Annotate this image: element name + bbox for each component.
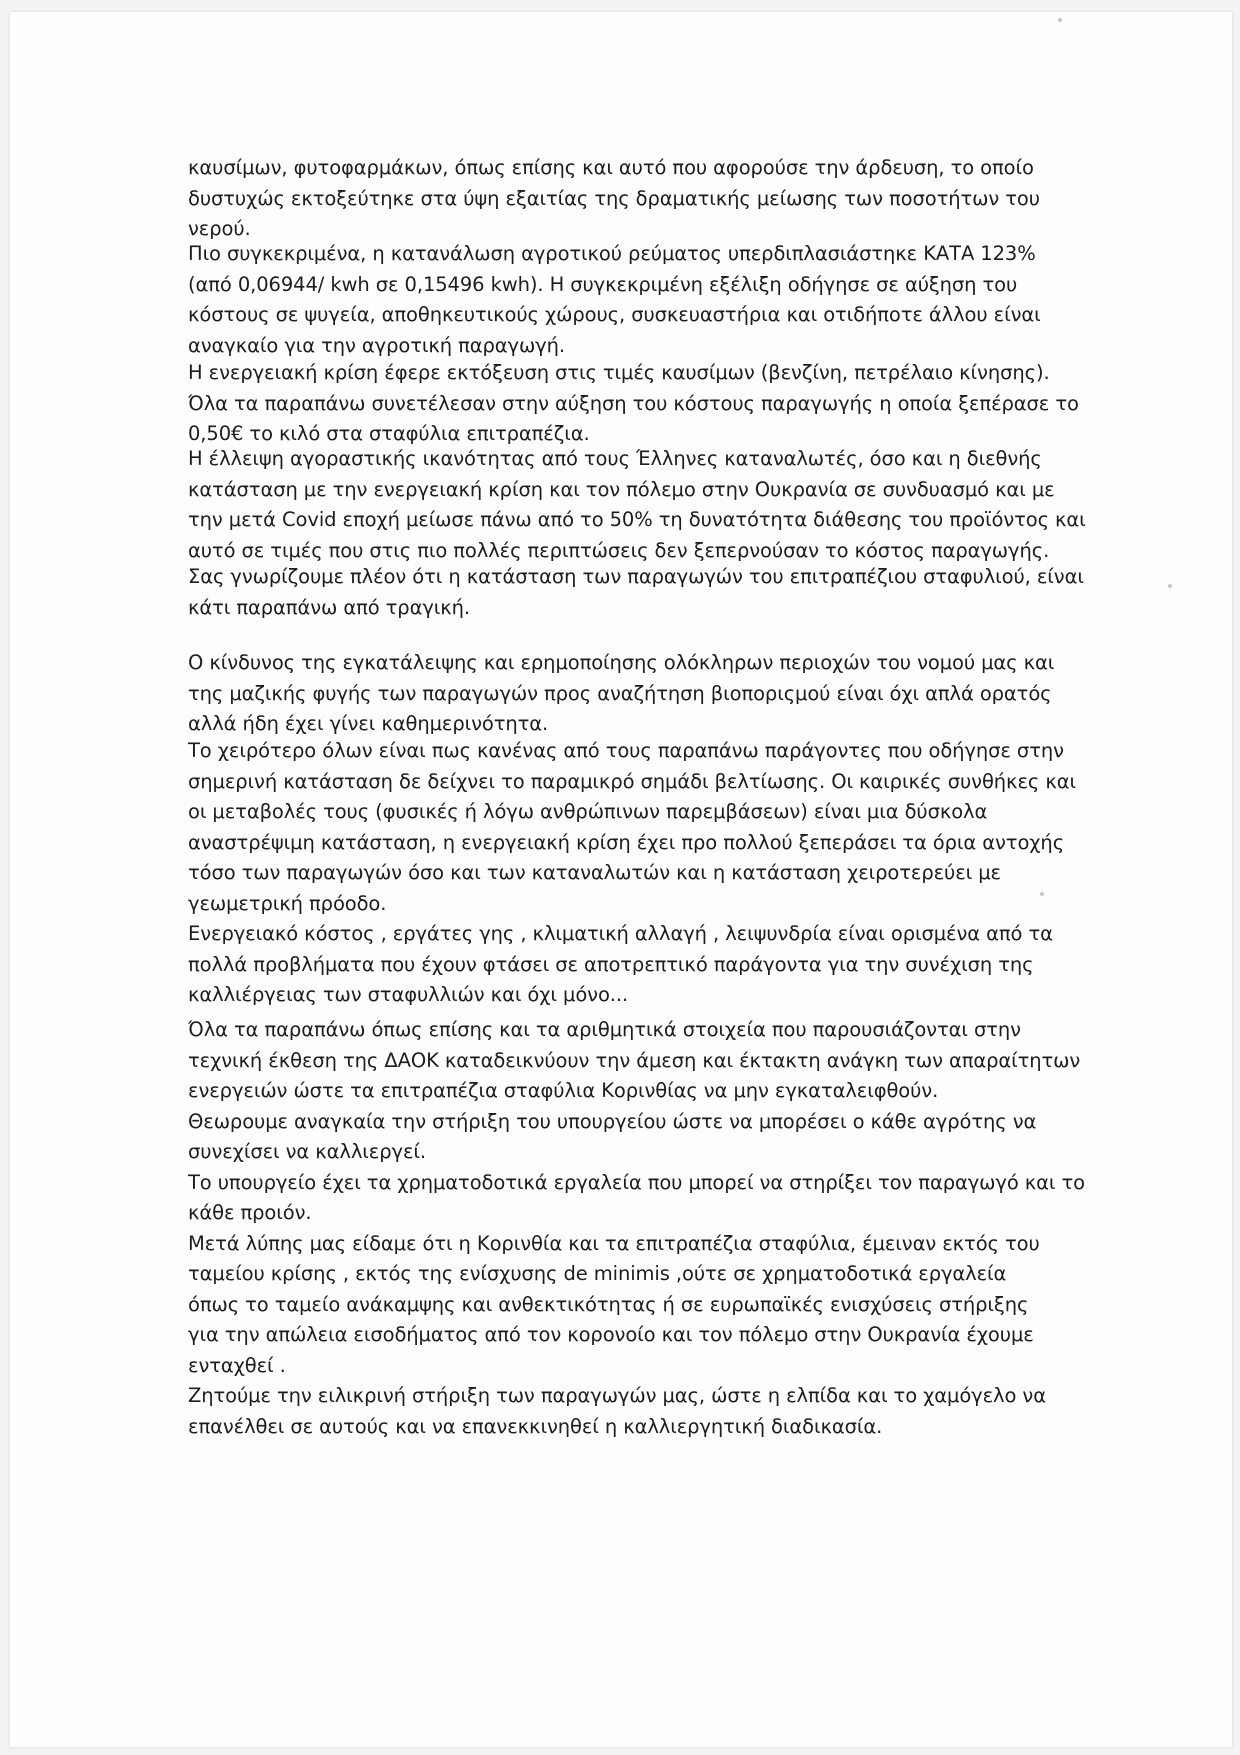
text-line: δυστυχώς εκτοξεύτηκε στα ύψη εξαιτίας της δραματικής μείωσης των ποσοτήτων του: [188, 186, 1040, 210]
text-line: αυτό σε τιμές που στις πιο πολλές περιπτώσεις δεν ξεπερνούσαν το κόστος παραγωγής.: [188, 538, 1050, 562]
text-line: Σας γνωρίζουμε πλέον ότι η κατάσταση των παραγωγών του επιτραπέζιου σταφυλιού, είναι: [188, 565, 1084, 588]
text-line: γεωμετρική πρόοδο.: [188, 891, 387, 915]
text-line: κάτι παραπάνω από τραγική.: [188, 595, 471, 619]
text-line: Πιο συγκεκριμένα, η κατανάλωση αγροτικού ρεύματος υπερδιπλασιάστηκε ΚΑΤΑ 123%: [188, 242, 1036, 265]
paragraph: [188, 444, 1086, 566]
text-line: αναγκαίο για την αγροτική παραγωγή.: [188, 333, 565, 357]
text-line: κατάσταση με την ενεργειακή κρίση και τον πόλεμο στην Ουκρανία σε συνδυασμό και με: [188, 477, 1055, 501]
text-line: για την απώλεια εισοδήματος από τον κορονοίο και τον πόλεμο στην Ουκρανία έχουμε: [188, 1323, 1034, 1346]
text-line: Η ενεργειακή κρίση έφερε εκτόξευση στις τιμές καυσίμων (βενζίνη, πετρέλαιο κίνησης).: [188, 361, 1050, 384]
text-line: συνεχίσει να καλλιεργεί.: [188, 1140, 426, 1163]
text-line: αναστρέψιμη κατάσταση, η ενεργειακή κρίση έχει προ πολλού ξεπεράσει τα όρια αντοχής: [188, 830, 1065, 854]
text-line: την μετά Covid εποχή μείωσε πάνω από το 50% τη δυνατότητα διάθεσης του προϊόντος και: [188, 508, 1086, 531]
text-line: κάθε προιόν.: [188, 1201, 312, 1224]
text-line: σημερινή κατάσταση δε δείχνει το παραμικρό σημάδι βελτίωσης. Οι καιρικές συνθήκες και: [188, 769, 1076, 793]
text-line: Όλα τα παραπάνω όπως επίσης και τα αριθμητικά στοιχεία που παρουσιάζονται στην: [188, 1018, 1021, 1041]
text-line: Ζητούμε την ειλικρινή στήριξη των παραγωγών μας, ώστε η ελπίδα και το χαμόγελο να: [188, 1384, 1046, 1407]
text-line: πολλά προβλήματα που έχουν φτάσει σε αποτρεπτικό παράγοντα για την συνέχιση της: [188, 952, 1034, 976]
paragraph: [188, 153, 1040, 245]
text-line: καλλιέργειας των σταφυλλιών και όχι μόνο...: [188, 983, 629, 1006]
text-line: οι μεταβολές τους (φυσικές ή λόγω ανθρώπινων παρεμβάσεων) είναι μια δύσκολα: [188, 800, 988, 823]
scan-speck: [1168, 584, 1172, 588]
text-line: Θεωρουμε αναγκαία την στήριξη του υπουργείου ώστε να μπορέσει ο κάθε αγρότης να: [188, 1109, 1037, 1133]
text-line: νερού.: [188, 217, 251, 240]
text-line: (από 0,06944/ kwh σε 0,15496 kwh). Η συγκεκριμένη εξέλιξη οδήγησε σε αύξηση του: [188, 272, 1018, 296]
text-line: Η έλλειψη αγοραστικής ικανότητας από τους Έλληνες καταναλωτές, όσο και η διεθνής: [188, 447, 1042, 470]
text-line: ενταχθεί .: [188, 1353, 286, 1377]
text-line: καυσίμων, φυτοφαρμάκων, όπως επίσης και αυτό που αφορούσε την άρδευση, το οποίο: [188, 156, 1034, 179]
paragraph: [188, 358, 1079, 450]
text-line: Μετά λύπης μας είδαμε ότι η Κορινθία και τα επιτραπέζια σταφύλια, έμειναν εκτός του: [188, 1231, 1040, 1255]
text-line: τόσο των παραγωγών όσο και των καταναλωτών και η κατάσταση χειροτερεύει με: [188, 861, 1002, 884]
paragraph: [188, 239, 1041, 361]
paragraph: [188, 736, 1076, 1011]
text-line: Το χειρότερο όλων είναι πως κανένας από τους παραπάνω παράγοντες που οδήγησε στην: [188, 739, 1064, 762]
paragraph: [188, 562, 1084, 623]
text-line: κόστους σε ψυγεία, αποθηκευτικούς χώρους, συσκευαστήρια και οτιδήποτε άλλου είναι: [188, 303, 1041, 326]
text-line: ταμείου κρίσης , εκτός της ενίσχυσης de minimis ,ούτε σε χρηματοδοτικά εργαλεία: [188, 1262, 1007, 1285]
text-line: Το υπουργείο έχει τα χρηματοδοτικά εργαλεία που μπορεί να στηρίξει τον παραγωγό και το: [188, 1170, 1085, 1194]
text-line: Όλα τα παραπάνω συνετέλεσαν στην αύξηση του κόστους παραγωγής η οποία ξεπέρασε το: [188, 391, 1079, 415]
text-line: τεχνική έκθεση της ΔΑΟΚ καταδεικνύουν την άμεση και έκτακτη ανάγκη των απαραίτητων: [188, 1048, 1081, 1072]
text-line: αλλά ήδη έχει γίνει καθημερινότητα.: [188, 712, 549, 735]
text-line: επανέλθει σε αυτούς και να επανεκκινηθεί η καλλιεργητική διαδικασία.: [188, 1414, 883, 1438]
text-line: 0,50€ το κιλό στα σταφύλια επιτραπέζια.: [188, 422, 590, 445]
text-line: Ενεργειακό κόστος , εργάτες γης , κλιματική αλλαγή , λειψυνδρία είναι ορισμένα από τα: [188, 922, 1053, 945]
text-line: Ο κίνδυνος της εγκατάλειψης και ερημοποίησης ολόκληρων περιοχών του νομού μας και: [188, 651, 1055, 674]
text-line: της μαζικής φυγής των παραγωγών προς αναζήτηση βιοποριςμού είναι όχι απλά ορατός: [188, 681, 1052, 705]
text-line: ενεργειών ώστε τα επιτραπέζια σταφύλια Κορινθίας να μην εγκαταλειφθούν.: [188, 1079, 939, 1102]
letter-body: [188, 0, 1086, 1755]
paragraph: [188, 1015, 1085, 1442]
text-line: όπως το ταμείο ανάκαμψης και ανθεκτικότητας ή σε ευρωπαϊκές ενισχύσεις στήριξης: [188, 1292, 1029, 1316]
paragraph: [188, 648, 1054, 740]
